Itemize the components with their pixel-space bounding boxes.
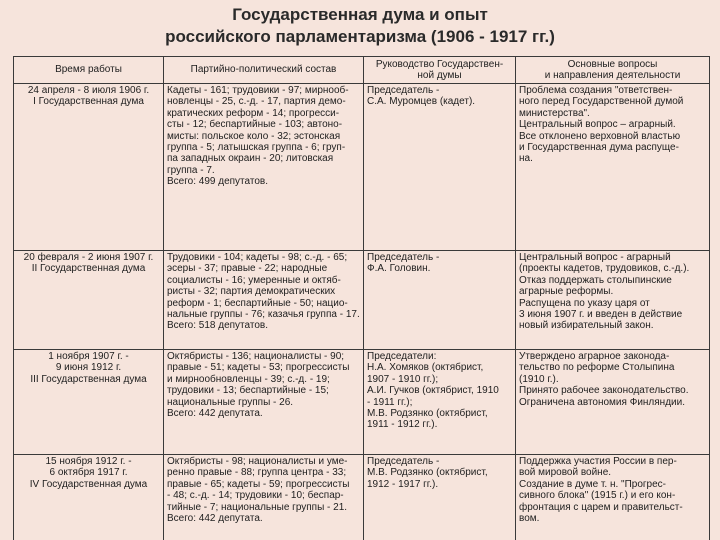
table-row — [14, 350, 710, 455]
table-header-row — [14, 57, 710, 84]
table-row — [14, 455, 710, 540]
cell-time: 15 ноября 1912 г. - 6 октября 1917 г. IV Государственная дума — [14, 455, 164, 540]
header-composition: Партийно-политический состав — [164, 57, 364, 84]
title-line-2: российского парламентаризма (1906 - 1917 гг.) — [165, 27, 555, 46]
table-row — [14, 251, 710, 350]
title-line-1: Государственная дума и опыт — [232, 5, 488, 24]
cell-issues: Поддержка участия России в пер- вой мировой войне. Создание в думе т. н. "Прогрес- сивного блока" (1915 г.) и его кон- фронтация с царем и правительст- вом. — [516, 455, 710, 540]
table-row — [14, 84, 710, 251]
cell-time: 24 апреля - 8 июля 1906 г. I Государственная дума — [14, 84, 164, 251]
cell-leadership: Председатель - М.В. Родзянко (октябрист, 1912 - 1917 гг.). — [364, 455, 516, 540]
header-leadership: Руководство Государствен- ной думы — [364, 57, 516, 84]
cell-issues: Утверждено аграрное законода- тельство по реформе Столыпина (1910 г.). Принято рабочее законодательство. Ограничена автономия Финляндии. — [516, 350, 710, 455]
cell-leadership: Председатели: Н.А. Хомяков (октябрист, 1907 - 1910 гг.); А.И. Гучков (октябрист, 1910 - 1911 гг.); М.В. Родзянко (октябрист, 1911 - 1912 гг.). — [364, 350, 516, 455]
cell-time: 20 февраля - 2 июня 1907 г. II Государственная дума — [14, 251, 164, 350]
cell-composition: Октябристы - 136; националисты - 90; правые - 51; кадеты - 53; прогрессисты и мирнообновленцы - 39; с.-д. - 19; трудовики - 13; беспартийные - 15; национальные группы - 26. Всего: 442 депутата. — [164, 350, 364, 455]
document-title — [0, 4, 720, 48]
cell-time: 1 ноября 1907 г. - 9 июня 1912 г. III Государственная дума — [14, 350, 164, 455]
cell-leadership: Председатель - Ф.А. Головин. — [364, 251, 516, 350]
cell-leadership: Председатель - С.А. Муромцев (кадет). — [364, 84, 516, 251]
cell-composition: Трудовики - 104; кадеты - 98; с.-д. - 65; эсеры - 37; правые - 22; народные социалисты - 16; умеренные и октяб- ристы - 32; партия демократических реформ - 1; беспартийные - 50; нацио- нальные группы - 76; казачья группа - 17. Всего: 518 депутатов. — [164, 251, 364, 350]
cell-issues: Проблема создания "ответствен- ного перед Государственной думой министерства". Центральный вопрос – аграрный. Все отклонено верховной властью и Государственная дума распуще- на. — [516, 84, 710, 251]
header-time: Время работы — [14, 57, 164, 84]
cell-composition: Кадеты - 161; трудовики - 97; мирнооб- новленцы - 25, с.-д. - 17, партия демо- кратических реформ - 14; прогресси- сты - 12; беспартийные - 103; автоно- мисты: польское коло - 32; эстонская группа - 5; латышская группа - 6; груп- па западных окраин - 20; литовская группа - 7. Всего: 499 депутатов. — [164, 84, 364, 251]
cell-issues: Центральный вопрос - аграрный (проекты кадетов, трудовиков, с.-д.). Отказ поддержать столыпинские аграрные реформы. Распущена по указу царя от 3 июня 1907 г. и введен в действие новый избирательный закон. — [516, 251, 710, 350]
duma-table — [13, 56, 710, 540]
cell-composition: Октябристы - 98; националисты и уме- ренно правые - 88; группа центра - 33; правые - 65; кадеты - 59; прогрессисты - 48; с.-д. - 14; трудовики - 10; беспар- тийные - 7; национальные группы - 21. Всего: 442 депутата. — [164, 455, 364, 540]
header-issues: Основные вопросы и направления деятельности — [516, 57, 710, 84]
